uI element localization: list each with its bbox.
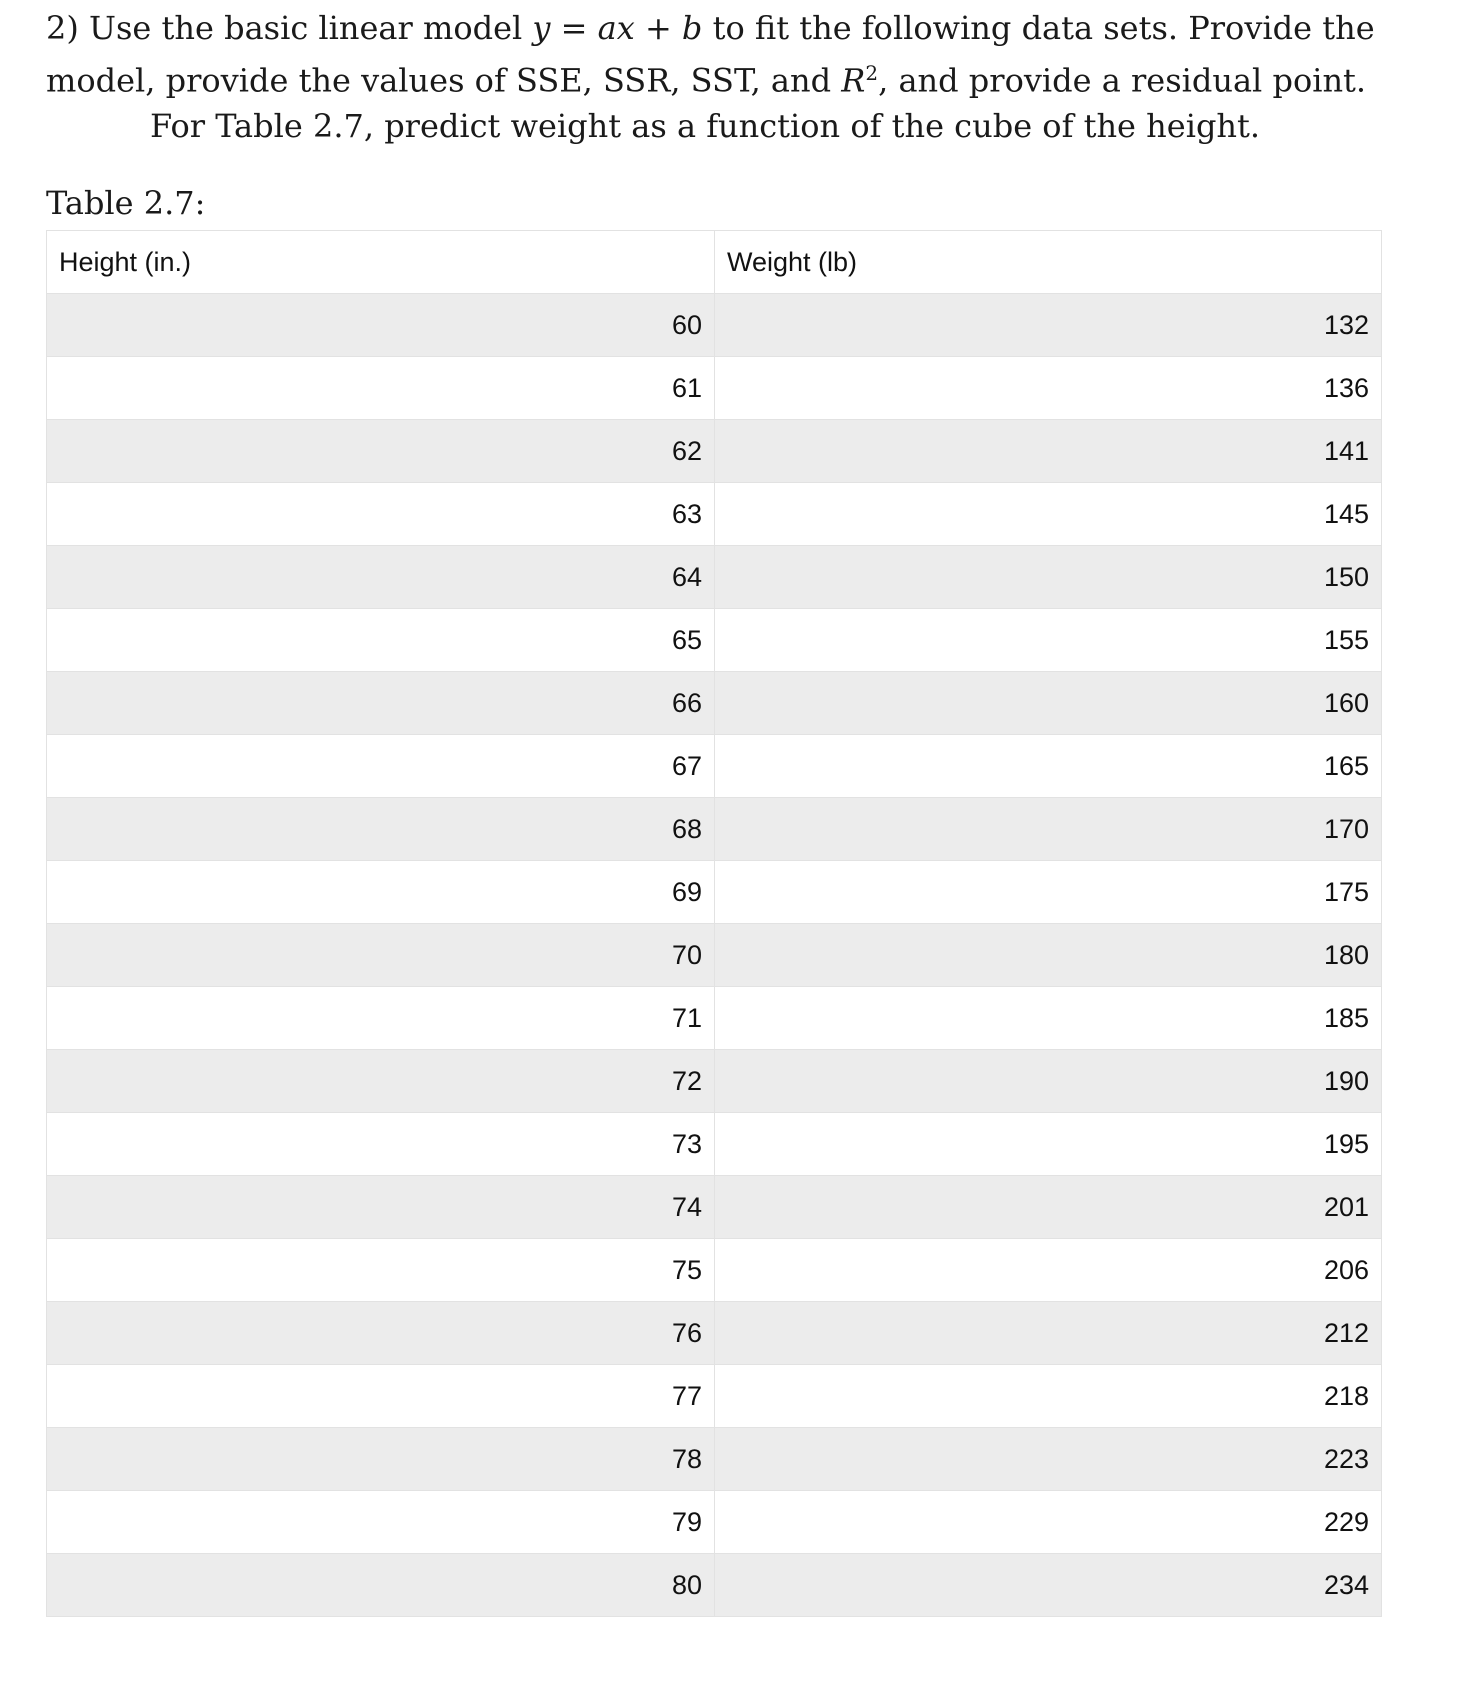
table-row (47, 1302, 1382, 1365)
height-cell: 63 (47, 483, 715, 546)
table-row (47, 609, 1382, 672)
height-cell: 80 (47, 1554, 715, 1617)
weight-cell: 165 (715, 735, 1382, 798)
height-cell: 66 (47, 672, 715, 735)
table-row (47, 483, 1382, 546)
height-cell: 72 (47, 1050, 715, 1113)
weight-cell: 234 (715, 1554, 1382, 1617)
table-row (47, 294, 1382, 357)
problem-line-3: For Table 2.7, predict weight as a function of the cube of the height. (150, 106, 1261, 145)
problem-text: to fit the following data sets. Provide the (702, 9, 1375, 47)
table-row (47, 798, 1382, 861)
weight-cell: 190 (715, 1050, 1382, 1113)
height-cell: 68 (47, 798, 715, 861)
table-row (47, 546, 1382, 609)
column-header-weight: Weight (lb) (715, 231, 1382, 294)
problem-line-1 (46, 6, 1376, 51)
weight-cell: 180 (715, 924, 1382, 987)
table-row (47, 357, 1382, 420)
weight-cell: 155 (715, 609, 1382, 672)
height-cell: 62 (47, 420, 715, 483)
weight-cell: 145 (715, 483, 1382, 546)
problem-text: 2) Use the basic linear model (46, 9, 533, 47)
r-squared-symbol: R (841, 61, 866, 100)
height-cell: 64 (47, 546, 715, 609)
height-cell: 71 (47, 987, 715, 1050)
weight-cell: 136 (715, 357, 1382, 420)
height-cell: 70 (47, 924, 715, 987)
weight-cell: 150 (715, 546, 1382, 609)
table-row (47, 1050, 1382, 1113)
table-row (47, 1176, 1382, 1239)
table-header-row (47, 231, 1382, 294)
table-row (47, 924, 1382, 987)
weight-cell: 132 (715, 294, 1382, 357)
weight-cell: 185 (715, 987, 1382, 1050)
table-row (47, 1554, 1382, 1617)
problem-text: , and provide a residual point. (878, 61, 1367, 100)
weight-cell: 229 (715, 1491, 1382, 1554)
height-cell: 78 (47, 1428, 715, 1491)
weight-cell: 141 (715, 420, 1382, 483)
table-row (47, 1113, 1382, 1176)
table-row (47, 987, 1382, 1050)
height-cell: 73 (47, 1113, 715, 1176)
table-caption: Table 2.7: (46, 184, 206, 222)
weight-cell: 175 (715, 861, 1382, 924)
table-row (47, 1491, 1382, 1554)
table-row (47, 735, 1382, 798)
data-table (46, 230, 1382, 1617)
table-body (47, 294, 1382, 1617)
problem-line-2 (46, 51, 1376, 104)
height-cell: 61 (47, 357, 715, 420)
table-row (47, 1239, 1382, 1302)
weight-cell: 206 (715, 1239, 1382, 1302)
height-cell: 67 (47, 735, 715, 798)
table-row (47, 672, 1382, 735)
weight-cell: 212 (715, 1302, 1382, 1365)
weight-cell: 218 (715, 1365, 1382, 1428)
height-cell: 69 (47, 861, 715, 924)
problem-text: model, provide the values of SSE, SSR, SST, and (46, 61, 842, 100)
height-cell: 79 (47, 1491, 715, 1554)
table-row (47, 1428, 1382, 1491)
table-row (47, 861, 1382, 924)
linear-model-formula: y = ax + b (532, 9, 703, 47)
column-header-height: Height (in.) (47, 231, 715, 294)
weight-cell: 201 (715, 1176, 1382, 1239)
height-cell: 60 (47, 294, 715, 357)
weight-cell: 160 (715, 672, 1382, 735)
weight-cell: 170 (715, 798, 1382, 861)
height-cell: 77 (47, 1365, 715, 1428)
weight-cell: 195 (715, 1113, 1382, 1176)
height-cell: 75 (47, 1239, 715, 1302)
height-cell: 74 (47, 1176, 715, 1239)
table-row (47, 1365, 1382, 1428)
r-squared-exponent: 2 (865, 61, 879, 85)
table-row (47, 420, 1382, 483)
weight-cell: 223 (715, 1428, 1382, 1491)
problem-statement (46, 6, 1376, 149)
height-cell: 76 (47, 1302, 715, 1365)
height-cell: 65 (47, 609, 715, 672)
